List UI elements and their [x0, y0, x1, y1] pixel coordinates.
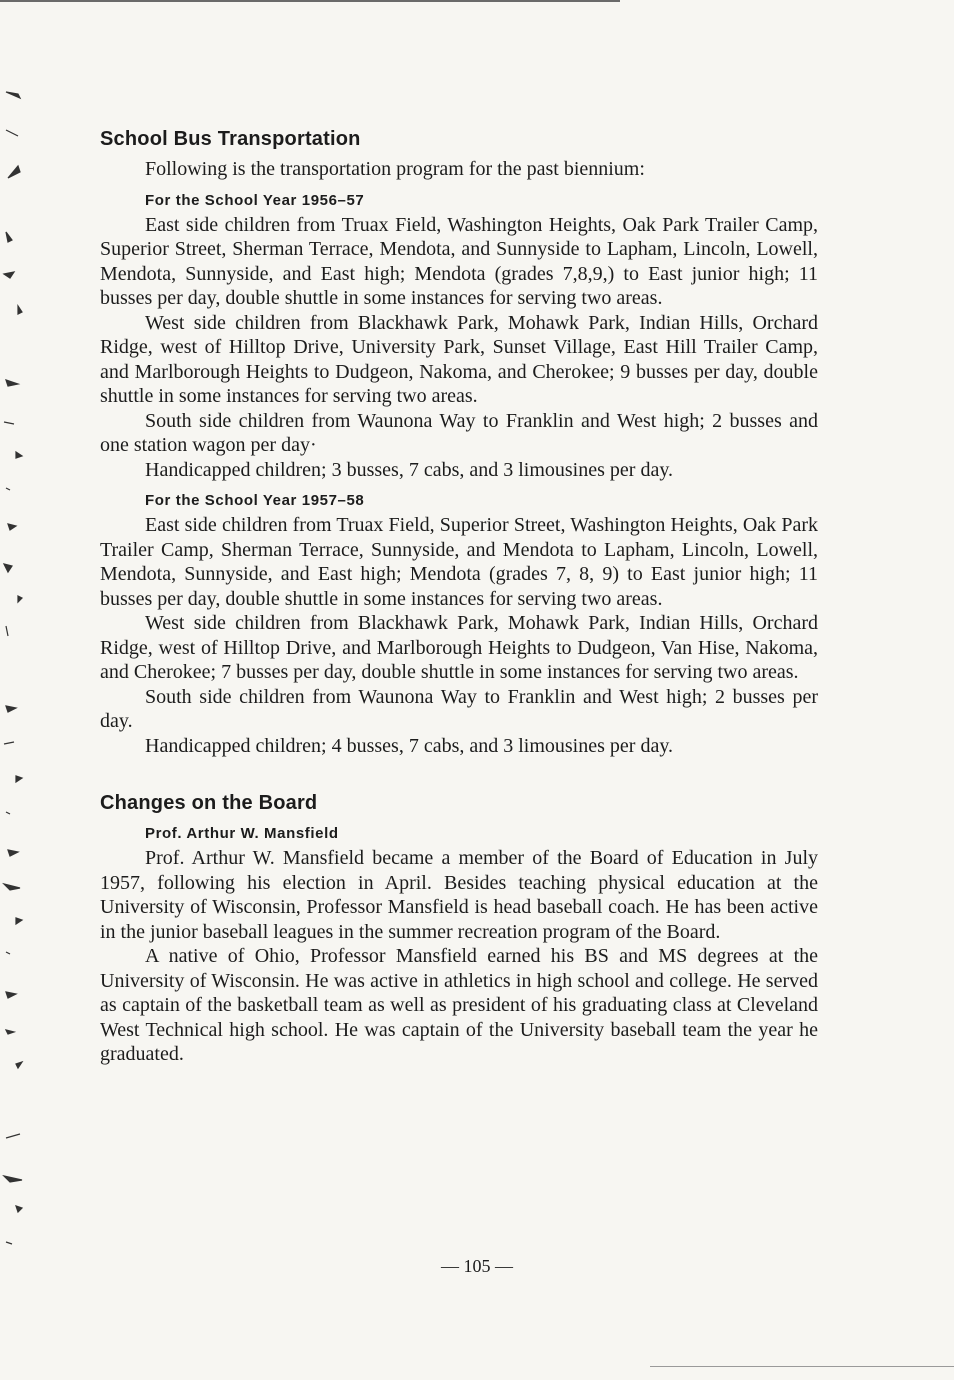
page-content	[100, 128, 818, 1067]
binding-edge-marks	[0, 0, 40, 1380]
paragraph-1957-handicapped: Handicapped children; 4 busses, 7 cabs, and 3 limousines per day.	[145, 734, 674, 757]
paragraph-1956-west-side: West side children from Blackhawk Park, Mohawk Park, Indian Hills, Orchard Ridge, west of Hilltop Drive, University Park, Sunset Village, East Hill Trailer Camp, and Marlborough Heights to Dudgeon, Nakoma, and Cherokee; 9 busses per day, double shuttle in some instances for serving two areas.	[100, 311, 818, 407]
paragraph-1957-south-side: South side children from Waunona Way to Franklin and West high; 2 busses per day.	[100, 685, 818, 732]
paragraph-1957-west-side: West side children from Blackhawk Park, Mohawk Park, Indian Hills, Orchard Ridge, west of Hilltop Drive, and Marlborough Heights to Dudgeon, Van Hise, Nakoma, and Cherokee; 7 busses per day, double shuttle in some instances for serving two areas.	[100, 612, 818, 683]
paragraph-1957-east-side: East side children from Truax Field, Superior Street, Washington Heights, Oak Park Trailer Camp, Sherman Terrace, Sunnyside, and Mendota to Lapham, Lincoln, Lowell, Mendota, Sunnyside, and East high; Mendota (grades 7, 8, 9) to East junior high; 11 busses per day, double shuttle in some instances for serving two areas.	[100, 514, 818, 610]
section-heading-changes-on-board: Changes on the Board	[100, 792, 318, 814]
sub-heading-1957-58: For the School Year 1957–58	[145, 492, 365, 509]
page-number: — 105 —	[441, 1256, 513, 1276]
paragraph-1956-south-side: South side children from Waunona Way to Franklin and West high; 2 busses and one station wagon per day·	[100, 409, 818, 456]
paragraph-1956-east-side: East side children from Truax Field, Washington Heights, Oak Park Trailer Camp, Superior Street, Sherman Terrace, Mendota, and Sunnyside to Lapham, Lincoln, Lowell, Mendota, Sunnyside, and East high; Mendota (grades 7,8,9,) to East junior high; 11 busses per day, double shuttle in some instances for serving two areas.	[100, 213, 818, 309]
section-heading-school-bus: School Bus Transportation	[100, 128, 361, 150]
paragraph-mansfield-background: A native of Ohio, Professor Mansfield earned his BS and MS degrees at the University of Wisconsin. He was active in athletics in high school and college. He served as captain of the basketball team as well as president of his graduating class at Cleveland West Technical high school. He was captain of the University baseball team the year he graduated.	[100, 945, 818, 1065]
sub-heading-1956-57: For the School Year 1956–57	[145, 191, 365, 209]
section-spacer	[100, 758, 818, 792]
bottom-scan-rule	[650, 1366, 954, 1367]
paragraph-1956-handicapped: Handicapped children; 3 busses, 7 cabs, and 3 limousines per day.	[145, 458, 674, 481]
top-scan-rule	[0, 0, 620, 2]
sub-heading-mansfield: Prof. Arthur W. Mansfield	[145, 825, 339, 842]
paragraph-mansfield-membership: Prof. Arthur W. Mansfield became a member of the Board of Education in July 1957, following his election in April. Besides teaching physical education at the University of Wisconsin, Professor Mansfield is head baseball coach. He has been active in the junior baseball leagues in the summer recreation program of the Board.	[100, 847, 818, 943]
bus-intro-paragraph: Following is the transportation program for the past biennium:	[145, 158, 645, 180]
